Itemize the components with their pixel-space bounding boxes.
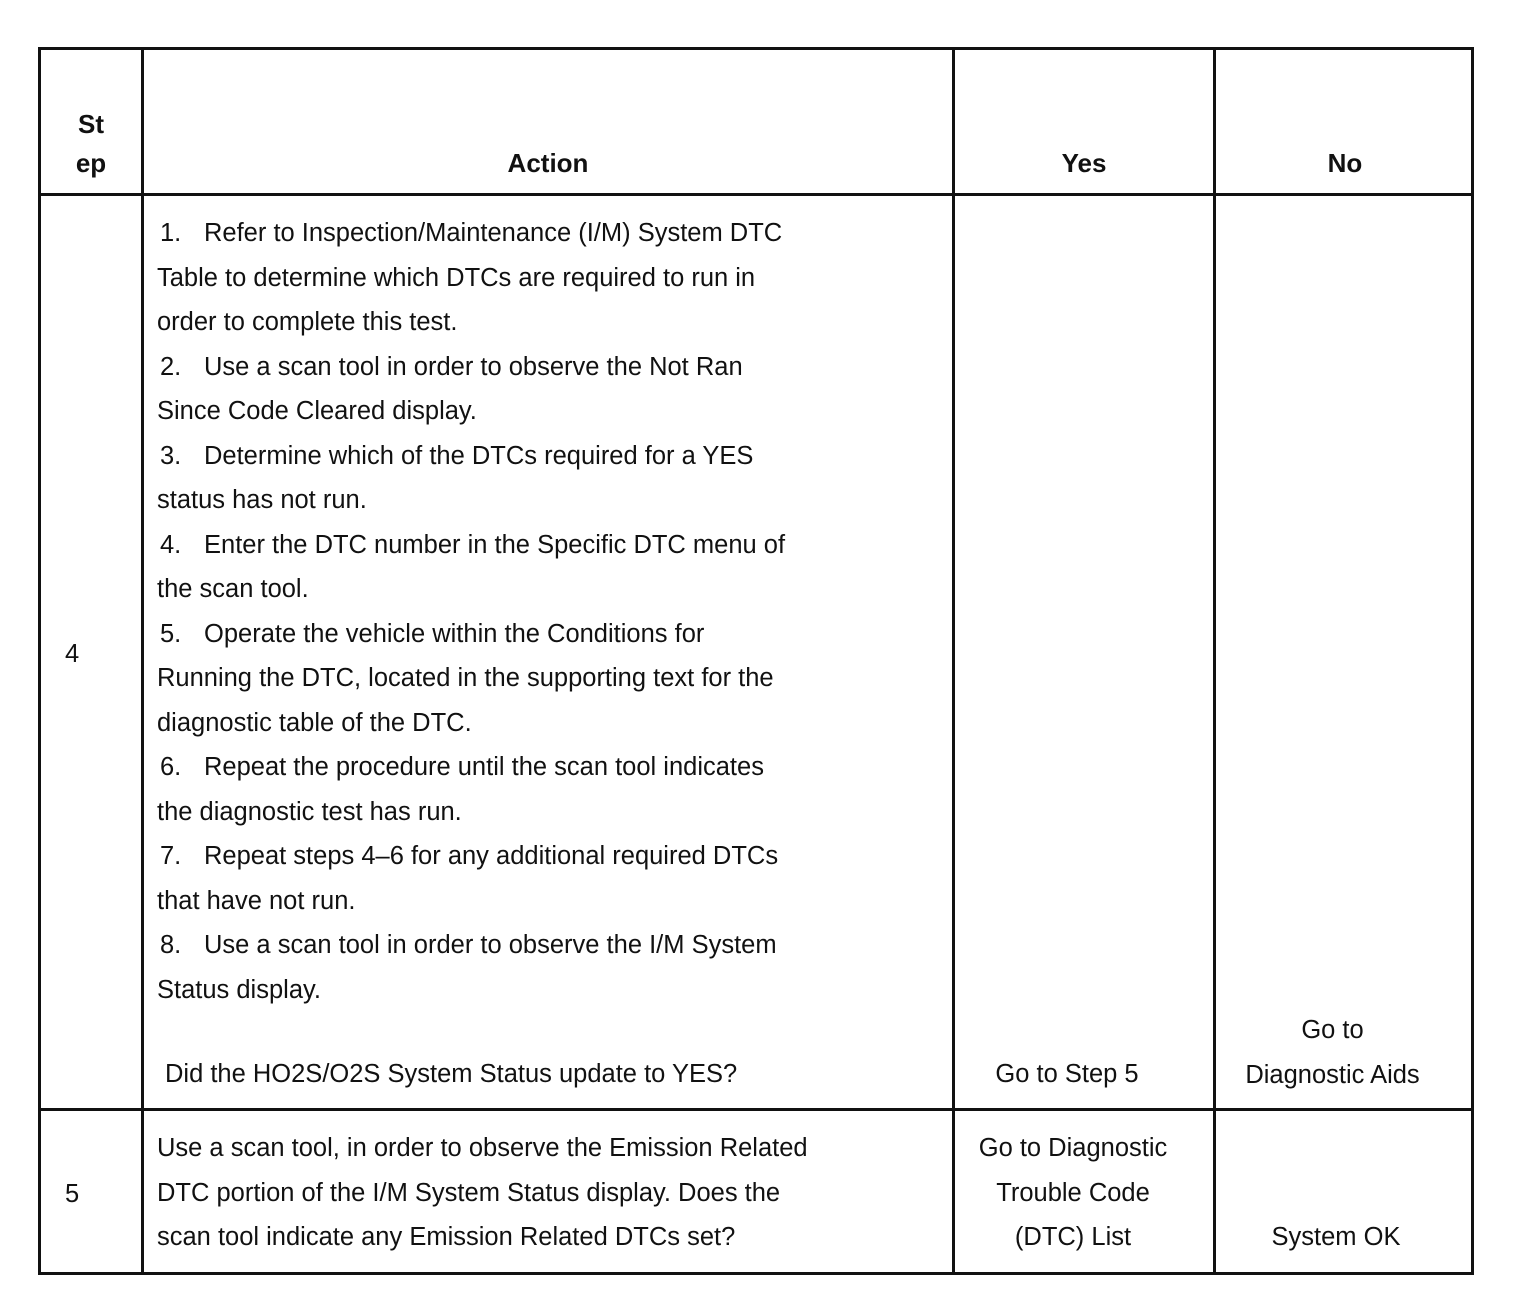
- no-action-link[interactable]: [1216, 1008, 1449, 1097]
- step-number: 4: [65, 640, 80, 668]
- item-number: 6.: [160, 753, 182, 781]
- item-text: diagnostic table of the DTC.: [157, 708, 472, 737]
- diagnostic-table: [38, 47, 1474, 1275]
- item-number: 4.: [160, 530, 182, 559]
- header-step-line: St: [78, 109, 104, 139]
- action-line: DTC portion of the I/M System Status display. Does the: [157, 1178, 781, 1207]
- item-text: Table to determine which DTCs are required to run in: [157, 263, 756, 292]
- item-number: 7.: [160, 842, 182, 870]
- list-item: [157, 523, 947, 568]
- item-text: Refer to Inspection/Maintenance (I/M) System DTC: [204, 219, 783, 247]
- item-text: Use a scan tool in order to observe the Not Ran: [204, 352, 743, 381]
- row-divider: [41, 193, 1471, 196]
- no-action-link[interactable]: System OK: [1271, 1223, 1401, 1251]
- action-line: Use a scan tool, in order to observe the Emission Related: [157, 1134, 808, 1162]
- item-text: that have not run.: [157, 886, 356, 915]
- list-item: [157, 345, 947, 390]
- yes-action-link[interactable]: Go to Step 5: [995, 1060, 1139, 1088]
- action-line: scan tool indicate any Emission Related DTCs set?: [157, 1223, 736, 1251]
- item-text: Repeat the procedure until the scan tool indicates: [204, 753, 764, 781]
- item-text: Repeat steps 4–6 for any additional required DTCs: [204, 842, 779, 870]
- item-number: 3.: [160, 441, 182, 470]
- item-text: Status display.: [157, 975, 321, 1004]
- item-number: 5.: [160, 619, 182, 648]
- item-number: 1.: [160, 219, 182, 247]
- list-item: [157, 434, 947, 479]
- header-step: [41, 105, 141, 183]
- item-text: the scan tool.: [157, 575, 309, 603]
- item-text: Use a scan tool in order to observe the I/M System: [204, 931, 777, 959]
- item-text: Running the DTC, located in the supporting text for the: [157, 664, 774, 692]
- list-item: [157, 834, 947, 879]
- yes-action-line: Trouble Code: [996, 1178, 1150, 1207]
- list-item: [157, 612, 947, 657]
- list-item: [157, 745, 947, 790]
- row-divider: [41, 1108, 1471, 1111]
- list-item: [157, 923, 947, 968]
- header-action: Action: [507, 148, 589, 178]
- header-step-line: ep: [75, 148, 107, 178]
- yes-action-link[interactable]: [955, 1126, 1191, 1260]
- action-list: [157, 211, 947, 1012]
- list-item: [157, 211, 947, 256]
- item-text: Operate the vehicle within the Conditions for: [204, 619, 705, 648]
- action-text: [157, 1126, 947, 1260]
- item-text: Enter the DTC number in the Specific DTC menu of: [204, 530, 786, 559]
- no-action-line: Diagnostic Aids: [1245, 1060, 1420, 1089]
- column-divider: [141, 50, 144, 1272]
- item-number: 2.: [160, 352, 182, 381]
- item-text: the diagnostic test has run.: [157, 797, 462, 826]
- yes-action-line: (DTC) List: [1014, 1223, 1132, 1251]
- header-yes: Yes: [1061, 148, 1107, 178]
- yes-action-line: Go to Diagnostic: [978, 1134, 1168, 1162]
- item-text: order to complete this test.: [157, 308, 458, 336]
- header-no: No: [1327, 148, 1363, 178]
- item-text: Since Code Cleared display.: [157, 397, 477, 425]
- question-text: Did the HO2S/O2S System Status update to YES?: [165, 1060, 738, 1088]
- no-action-line: Go to: [1301, 1016, 1364, 1044]
- step-number: 5: [65, 1180, 80, 1208]
- item-text: status has not run.: [157, 486, 367, 514]
- item-number: 8.: [160, 931, 182, 959]
- item-text: Determine which of the DTCs required for a YES: [204, 441, 754, 470]
